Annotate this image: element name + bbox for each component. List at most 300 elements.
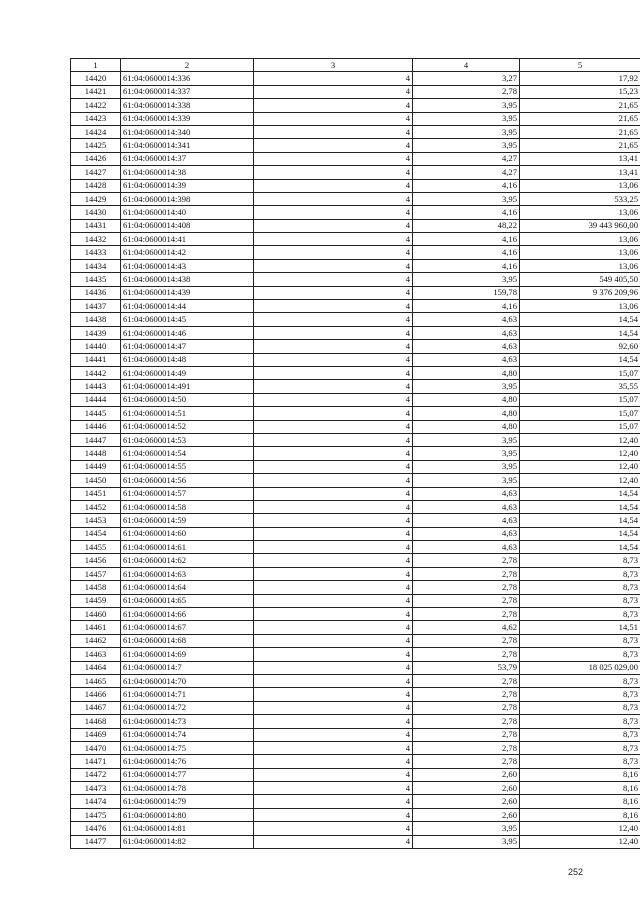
value-cell: 4,16 [413, 179, 520, 192]
row-number-cell: 14431 [71, 219, 121, 232]
row-number-cell: 14477 [71, 835, 121, 848]
amount-cell: 12,40 [520, 433, 640, 446]
amount-cell: 12,40 [520, 835, 640, 848]
table-row [71, 112, 640, 125]
cadastral-number-cell: 61:04:0600014:75 [121, 741, 254, 754]
table-row [71, 500, 640, 513]
amount-cell: 14,54 [520, 527, 640, 540]
table-row [71, 460, 640, 473]
cadastral-number-cell: 61:04:0600014:337 [121, 85, 254, 98]
row-number-cell: 14449 [71, 460, 121, 473]
cadastral-number-cell: 61:04:0600014:77 [121, 768, 254, 781]
value-cell: 3,95 [413, 835, 520, 848]
amount-cell: 13,41 [520, 152, 640, 165]
table-row [71, 125, 640, 138]
table-row [71, 259, 640, 272]
table-row [71, 179, 640, 192]
row-number-cell: 14474 [71, 795, 121, 808]
group-cell: 4 [254, 567, 413, 580]
row-number-cell: 14425 [71, 139, 121, 152]
value-cell: 4,80 [413, 366, 520, 379]
cadastral-number-cell: 61:04:0600014:71 [121, 688, 254, 701]
table-row [71, 701, 640, 714]
group-cell: 4 [254, 527, 413, 540]
amount-cell: 13,41 [520, 166, 640, 179]
table-row [71, 567, 640, 580]
row-number-cell: 14445 [71, 407, 121, 420]
cadastral-number-cell: 61:04:0600014:63 [121, 567, 254, 580]
amount-cell: 14,51 [520, 621, 640, 634]
group-cell: 4 [254, 648, 413, 661]
group-cell: 4 [254, 795, 413, 808]
group-cell: 4 [254, 125, 413, 138]
value-cell: 3,95 [413, 822, 520, 835]
column-header-5: 5 [520, 59, 640, 72]
table-row [71, 273, 640, 286]
group-cell: 4 [254, 741, 413, 754]
amount-cell: 8,73 [520, 608, 640, 621]
table-row [71, 608, 640, 621]
table-row [71, 835, 640, 848]
group-cell: 4 [254, 474, 413, 487]
value-cell: 2,78 [413, 715, 520, 728]
table-row [71, 380, 640, 393]
cadastral-number-cell: 61:04:0600014:66 [121, 608, 254, 621]
amount-cell: 8,73 [520, 674, 640, 687]
group-cell: 4 [254, 139, 413, 152]
value-cell: 2,78 [413, 581, 520, 594]
value-cell: 4,16 [413, 246, 520, 259]
table-row [71, 487, 640, 500]
cadastral-number-cell: 61:04:0600014:39 [121, 179, 254, 192]
row-number-cell: 14430 [71, 206, 121, 219]
value-cell: 3,95 [413, 99, 520, 112]
row-number-cell: 14436 [71, 286, 121, 299]
table-row [71, 72, 640, 85]
group-cell: 4 [254, 514, 413, 527]
row-number-cell: 14426 [71, 152, 121, 165]
value-cell: 53,79 [413, 661, 520, 674]
row-number-cell: 14422 [71, 99, 121, 112]
table-row [71, 674, 640, 687]
table-row [71, 340, 640, 353]
cadastral-number-cell: 61:04:0600014:51 [121, 407, 254, 420]
group-cell: 4 [254, 300, 413, 313]
row-number-cell: 14472 [71, 768, 121, 781]
group-cell: 4 [254, 487, 413, 500]
amount-cell: 12,40 [520, 474, 640, 487]
row-number-cell: 14432 [71, 233, 121, 246]
value-cell: 4,63 [413, 340, 520, 353]
table-row [71, 393, 640, 406]
cadastral-number-cell: 61:04:0600014:53 [121, 433, 254, 446]
table-row [71, 782, 640, 795]
group-cell: 4 [254, 366, 413, 379]
amount-cell: 14,54 [520, 514, 640, 527]
amount-cell: 8,16 [520, 795, 640, 808]
group-cell: 4 [254, 85, 413, 98]
value-cell: 2,78 [413, 608, 520, 621]
amount-cell: 8,73 [520, 728, 640, 741]
row-number-cell: 14466 [71, 688, 121, 701]
cadastral-number-cell: 61:04:0600014:42 [121, 246, 254, 259]
cadastral-number-cell: 61:04:0600014:408 [121, 219, 254, 232]
amount-cell: 12,40 [520, 447, 640, 460]
column-header-1: 1 [71, 59, 121, 72]
value-cell: 4,16 [413, 206, 520, 219]
group-cell: 4 [254, 715, 413, 728]
value-cell: 4,63 [413, 487, 520, 500]
amount-cell: 15,07 [520, 366, 640, 379]
amount-cell: 8,73 [520, 594, 640, 607]
value-cell: 48,22 [413, 219, 520, 232]
cadastral-number-cell: 61:04:0600014:47 [121, 340, 254, 353]
value-cell: 2,78 [413, 648, 520, 661]
amount-cell: 9 376 209,96 [520, 286, 640, 299]
row-number-cell: 14446 [71, 420, 121, 433]
amount-cell: 15,07 [520, 407, 640, 420]
cadastral-number-cell: 61:04:0600014:61 [121, 541, 254, 554]
amount-cell: 13,06 [520, 179, 640, 192]
row-number-cell: 14475 [71, 808, 121, 821]
row-number-cell: 14463 [71, 648, 121, 661]
group-cell: 4 [254, 246, 413, 259]
table-row [71, 166, 640, 179]
value-cell: 2,78 [413, 674, 520, 687]
amount-cell: 533,25 [520, 192, 640, 205]
row-number-cell: 14470 [71, 741, 121, 754]
amount-cell: 14,54 [520, 353, 640, 366]
amount-cell: 8,73 [520, 648, 640, 661]
row-number-cell: 14460 [71, 608, 121, 621]
amount-cell: 8,73 [520, 554, 640, 567]
row-number-cell: 14439 [71, 326, 121, 339]
group-cell: 4 [254, 835, 413, 848]
cadastral-number-cell: 61:04:0600014:49 [121, 366, 254, 379]
cadastral-number-cell: 61:04:0600014:64 [121, 581, 254, 594]
column-header-4: 4 [413, 59, 520, 72]
value-cell: 2,60 [413, 768, 520, 781]
value-cell: 3,95 [413, 112, 520, 125]
value-cell: 4,63 [413, 541, 520, 554]
value-cell: 3,27 [413, 72, 520, 85]
cadastral-number-cell: 61:04:0600014:55 [121, 460, 254, 473]
row-number-cell: 14434 [71, 259, 121, 272]
row-number-cell: 14455 [71, 541, 121, 554]
table-row [71, 514, 640, 527]
row-number-cell: 14451 [71, 487, 121, 500]
cadastral-number-cell: 61:04:0600014:46 [121, 326, 254, 339]
amount-cell: 13,06 [520, 246, 640, 259]
cadastral-number-cell: 61:04:0600014:43 [121, 259, 254, 272]
table-row [71, 728, 640, 741]
amount-cell: 21,65 [520, 139, 640, 152]
row-number-cell: 14454 [71, 527, 121, 540]
group-cell: 4 [254, 782, 413, 795]
data-table [70, 58, 640, 849]
amount-cell: 8,73 [520, 755, 640, 768]
group-cell: 4 [254, 420, 413, 433]
value-cell: 4,63 [413, 514, 520, 527]
value-cell: 3,95 [413, 192, 520, 205]
column-header-3: 3 [254, 59, 413, 72]
cadastral-number-cell: 61:04:0600014:56 [121, 474, 254, 487]
group-cell: 4 [254, 581, 413, 594]
amount-cell: 13,06 [520, 300, 640, 313]
row-number-cell: 14444 [71, 393, 121, 406]
group-cell: 4 [254, 755, 413, 768]
cadastral-number-cell: 61:04:0600014:340 [121, 125, 254, 138]
row-number-cell: 14429 [71, 192, 121, 205]
group-cell: 4 [254, 688, 413, 701]
table-row [71, 661, 640, 674]
cadastral-number-cell: 61:04:0600014:74 [121, 728, 254, 741]
row-number-cell: 14469 [71, 728, 121, 741]
value-cell: 3,95 [413, 380, 520, 393]
table-row [71, 527, 640, 540]
value-cell: 3,95 [413, 433, 520, 446]
value-cell: 4,62 [413, 621, 520, 634]
value-cell: 2,78 [413, 85, 520, 98]
amount-cell: 15,07 [520, 420, 640, 433]
value-cell: 4,80 [413, 393, 520, 406]
table-row [71, 541, 640, 554]
cadastral-number-cell: 61:04:0600014:338 [121, 99, 254, 112]
row-number-cell: 14421 [71, 85, 121, 98]
cadastral-number-cell: 61:04:0600014:65 [121, 594, 254, 607]
value-cell: 2,60 [413, 808, 520, 821]
cadastral-number-cell: 61:04:0600014:76 [121, 755, 254, 768]
group-cell: 4 [254, 393, 413, 406]
value-cell: 4,80 [413, 420, 520, 433]
table-row [71, 300, 640, 313]
table-row [71, 581, 640, 594]
amount-cell: 12,40 [520, 822, 640, 835]
value-cell: 2,78 [413, 594, 520, 607]
amount-cell: 18 025 029,00 [520, 661, 640, 674]
group-cell: 4 [254, 621, 413, 634]
cadastral-number-cell: 61:04:0600014:57 [121, 487, 254, 500]
group-cell: 4 [254, 286, 413, 299]
table-body [71, 72, 640, 849]
cadastral-number-cell: 61:04:0600014:52 [121, 420, 254, 433]
amount-cell: 8,73 [520, 581, 640, 594]
group-cell: 4 [254, 326, 413, 339]
row-number-cell: 14420 [71, 72, 121, 85]
table-row [71, 353, 640, 366]
cadastral-number-cell: 61:04:0600014:59 [121, 514, 254, 527]
table-row [71, 634, 640, 647]
value-cell: 2,78 [413, 728, 520, 741]
amount-cell: 17,92 [520, 72, 640, 85]
group-cell: 4 [254, 313, 413, 326]
cadastral-number-cell: 61:04:0600014:62 [121, 554, 254, 567]
amount-cell: 8,73 [520, 741, 640, 754]
row-number-cell: 14423 [71, 112, 121, 125]
value-cell: 4,63 [413, 313, 520, 326]
row-number-cell: 14424 [71, 125, 121, 138]
row-number-cell: 14471 [71, 755, 121, 768]
value-cell: 3,95 [413, 273, 520, 286]
value-cell: 2,78 [413, 567, 520, 580]
value-cell: 4,80 [413, 407, 520, 420]
group-cell: 4 [254, 500, 413, 513]
amount-cell: 12,40 [520, 460, 640, 473]
row-number-cell: 14476 [71, 822, 121, 835]
group-cell: 4 [254, 206, 413, 219]
table-row [71, 219, 640, 232]
value-cell: 3,95 [413, 139, 520, 152]
value-cell: 4,27 [413, 152, 520, 165]
header-row [71, 59, 640, 72]
table-row [71, 648, 640, 661]
row-number-cell: 14467 [71, 701, 121, 714]
table-row [71, 715, 640, 728]
value-cell: 2,78 [413, 741, 520, 754]
value-cell: 2,60 [413, 795, 520, 808]
row-number-cell: 14468 [71, 715, 121, 728]
amount-cell: 8,16 [520, 808, 640, 821]
table-row [71, 808, 640, 821]
row-number-cell: 14458 [71, 581, 121, 594]
group-cell: 4 [254, 541, 413, 554]
cadastral-number-cell: 61:04:0600014:439 [121, 286, 254, 299]
table-row [71, 99, 640, 112]
table-row [71, 795, 640, 808]
amount-cell: 8,73 [520, 567, 640, 580]
group-cell: 4 [254, 674, 413, 687]
table-row [71, 741, 640, 754]
value-cell: 4,16 [413, 233, 520, 246]
value-cell: 4,63 [413, 500, 520, 513]
amount-cell: 8,73 [520, 701, 640, 714]
value-cell: 3,95 [413, 125, 520, 138]
value-cell: 3,95 [413, 447, 520, 460]
table-row [71, 233, 640, 246]
cadastral-number-cell: 61:04:0600014:40 [121, 206, 254, 219]
row-number-cell: 14465 [71, 674, 121, 687]
table-row [71, 822, 640, 835]
group-cell: 4 [254, 661, 413, 674]
cadastral-number-cell: 61:04:0600014:44 [121, 300, 254, 313]
cadastral-number-cell: 61:04:0600014:38 [121, 166, 254, 179]
table-row [71, 246, 640, 259]
cadastral-number-cell: 61:04:0600014:48 [121, 353, 254, 366]
cadastral-number-cell: 61:04:0600014:67 [121, 621, 254, 634]
column-header-2: 2 [121, 59, 254, 72]
value-cell: 2,78 [413, 688, 520, 701]
table-row [71, 407, 640, 420]
cadastral-number-cell: 61:04:0600014:50 [121, 393, 254, 406]
row-number-cell: 14427 [71, 166, 121, 179]
value-cell: 2,78 [413, 554, 520, 567]
row-number-cell: 14428 [71, 179, 121, 192]
cadastral-number-cell: 61:04:0600014:398 [121, 192, 254, 205]
amount-cell: 14,54 [520, 487, 640, 500]
group-cell: 4 [254, 340, 413, 353]
cadastral-number-cell: 61:04:0600014:7 [121, 661, 254, 674]
row-number-cell: 14433 [71, 246, 121, 259]
row-number-cell: 14453 [71, 514, 121, 527]
group-cell: 4 [254, 166, 413, 179]
value-cell: 2,78 [413, 755, 520, 768]
row-number-cell: 14443 [71, 380, 121, 393]
table-row [71, 206, 640, 219]
value-cell: 159,78 [413, 286, 520, 299]
row-number-cell: 14450 [71, 474, 121, 487]
amount-cell: 14,54 [520, 313, 640, 326]
row-number-cell: 14462 [71, 634, 121, 647]
group-cell: 4 [254, 433, 413, 446]
group-cell: 4 [254, 259, 413, 272]
table-row [71, 192, 640, 205]
amount-cell: 92,60 [520, 340, 640, 353]
cadastral-number-cell: 61:04:0600014:80 [121, 808, 254, 821]
cadastral-number-cell: 61:04:0600014:491 [121, 380, 254, 393]
group-cell: 4 [254, 273, 413, 286]
cadastral-number-cell: 61:04:0600014:82 [121, 835, 254, 848]
group-cell: 4 [254, 447, 413, 460]
group-cell: 4 [254, 192, 413, 205]
row-number-cell: 14442 [71, 366, 121, 379]
value-cell: 4,16 [413, 259, 520, 272]
table-row [71, 594, 640, 607]
value-cell: 4,63 [413, 353, 520, 366]
cadastral-number-cell: 61:04:0600014:336 [121, 72, 254, 85]
row-number-cell: 14473 [71, 782, 121, 795]
group-cell: 4 [254, 219, 413, 232]
cadastral-number-cell: 61:04:0600014:68 [121, 634, 254, 647]
group-cell: 4 [254, 72, 413, 85]
group-cell: 4 [254, 112, 413, 125]
amount-cell: 21,65 [520, 112, 640, 125]
table-row [71, 621, 640, 634]
row-number-cell: 14441 [71, 353, 121, 366]
value-cell: 2,78 [413, 701, 520, 714]
table-row [71, 139, 640, 152]
table-row [71, 447, 640, 460]
group-cell: 4 [254, 233, 413, 246]
table-row [71, 313, 640, 326]
group-cell: 4 [254, 608, 413, 621]
row-number-cell: 14459 [71, 594, 121, 607]
row-number-cell: 14438 [71, 313, 121, 326]
group-cell: 4 [254, 554, 413, 567]
table-row [71, 326, 640, 339]
row-number-cell: 14448 [71, 447, 121, 460]
amount-cell: 21,65 [520, 125, 640, 138]
amount-cell: 8,73 [520, 688, 640, 701]
amount-cell: 8,73 [520, 634, 640, 647]
table-row [71, 152, 640, 165]
row-number-cell: 14447 [71, 433, 121, 446]
amount-cell: 8,16 [520, 782, 640, 795]
amount-cell: 14,54 [520, 541, 640, 554]
row-number-cell: 14435 [71, 273, 121, 286]
group-cell: 4 [254, 594, 413, 607]
group-cell: 4 [254, 380, 413, 393]
cadastral-number-cell: 61:04:0600014:41 [121, 233, 254, 246]
table-row [71, 366, 640, 379]
group-cell: 4 [254, 634, 413, 647]
page-number: 252 [567, 867, 583, 877]
cadastral-number-cell: 61:04:0600014:54 [121, 447, 254, 460]
amount-cell: 14,54 [520, 326, 640, 339]
group-cell: 4 [254, 353, 413, 366]
table-row [71, 768, 640, 781]
cadastral-number-cell: 61:04:0600014:341 [121, 139, 254, 152]
table-row [71, 554, 640, 567]
